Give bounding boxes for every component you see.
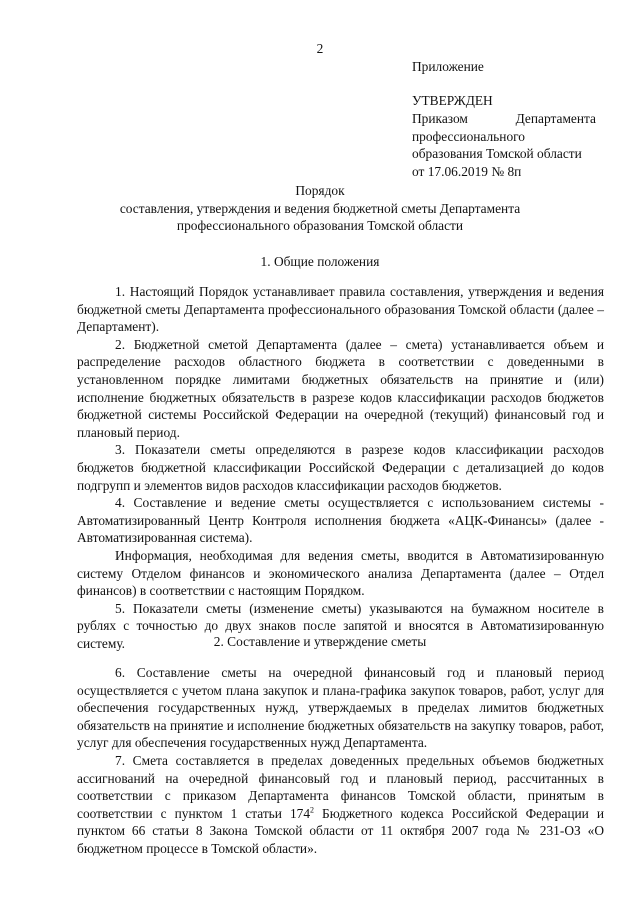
- title-line: Порядок: [295, 183, 345, 198]
- section-heading: 2. Составление и утверждение сметы: [213, 634, 427, 649]
- paragraph: 6. Составление сметы на очередной финансовый год и плановый период осуществляется с учетом плана закупок и плана-графика закупок товаров, работ, услуг для обеспечения государственных нужд, утверждаемых в пределах лимитов бюджетных обязательств на принятие и исполнение бюджетных обязательств на закупку товаров, работ, услуг для обеспечения государственных нужд Департамента.: [77, 665, 604, 751]
- section-heading: 1. Общие положения: [260, 254, 380, 269]
- paragraph: 1. Настоящий Порядок устанавливает правила составления, утверждения и ведения бюджетной сметы Департамента профессионального образования Томской области (далее – Департамент).: [77, 284, 604, 335]
- annex-label: Приложение: [412, 59, 484, 74]
- approval-order: [412, 110, 596, 180]
- superscript: 2: [310, 805, 315, 815]
- paragraph: 3. Показатели сметы определяются в разрезе кодов классификации расходов бюджетов бюджетной классификации Российской Федерации с детализацией до кодов подгрупп и элементов видов расходов классификации расходов бюджетов.: [77, 442, 604, 493]
- approval-order-line: от 17.06.2019 № 8п: [412, 163, 522, 179]
- approval-order-line: Приказом Департамента: [412, 111, 596, 126]
- document-title: [0, 182, 640, 235]
- page-number: 2: [316, 41, 324, 56]
- title-line: составления, утверждения и ведения бюджетной сметы Департамента: [119, 200, 521, 216]
- paragraph-text: 7. Смета составляется в пределах доведенных предельных объемов бюджетных ассигнований на очередной финансовый год и плановый период, рассчитанных в соответствии с приказом Департамента финансов Томской области, принятым в соответствии с пунктом 1 статьи 174: [77, 752, 604, 821]
- paragraph: [77, 752, 604, 858]
- paragraph: 2. Бюджетной сметой Департамента (далее – смета) устанавливается объем и распределение расходов областного бюджета в соответствии с доведенными в установленном порядке лимитами бюджетных обязательств на принятие и (или) исполнение бюджетных обязательств в разрезе кодов классификации расходов бюджетов бюджетной системы Российской Федерации на очередной (текущий) финансовый год и плановый период.: [77, 336, 604, 440]
- paragraph-text: Бюджетного кодекса Российской Федерации и пунктом 66 статьи 8 Закона Томской области от 11 октября 2007 года № 231-ОЗ «О бюджетном процессе в Томской области».: [77, 805, 604, 856]
- approval-order-line: образования Томской области: [412, 146, 582, 162]
- paragraph: 4. Составление и ведение сметы осуществляется с использованием системы - Автоматизированный Центр Контроля исполнения бюджета «АЦК-Финансы» (далее - Автоматизированная система).: [77, 495, 604, 546]
- title-line: профессионального образования Томской области: [176, 218, 464, 234]
- paragraph: 5. Показатели сметы (изменение сметы) указываются на бумажном носителе в рублях с точностью до двух знаков после запятой и вносятся в Автоматизированную систему.: [77, 600, 604, 651]
- approved-label: УТВЕРЖДЕН: [412, 93, 493, 108]
- section-body: [77, 283, 604, 652]
- section-body: [77, 664, 604, 858]
- approval-order-line: профессионального: [412, 128, 525, 144]
- paragraph: Информация, необходимая для ведения сметы, вводится в Автоматизированную систему Отделом финансов и экономического анализа Департамента (далее – Отдел финансов) в соответствии с настоящим Порядком.: [77, 547, 604, 599]
